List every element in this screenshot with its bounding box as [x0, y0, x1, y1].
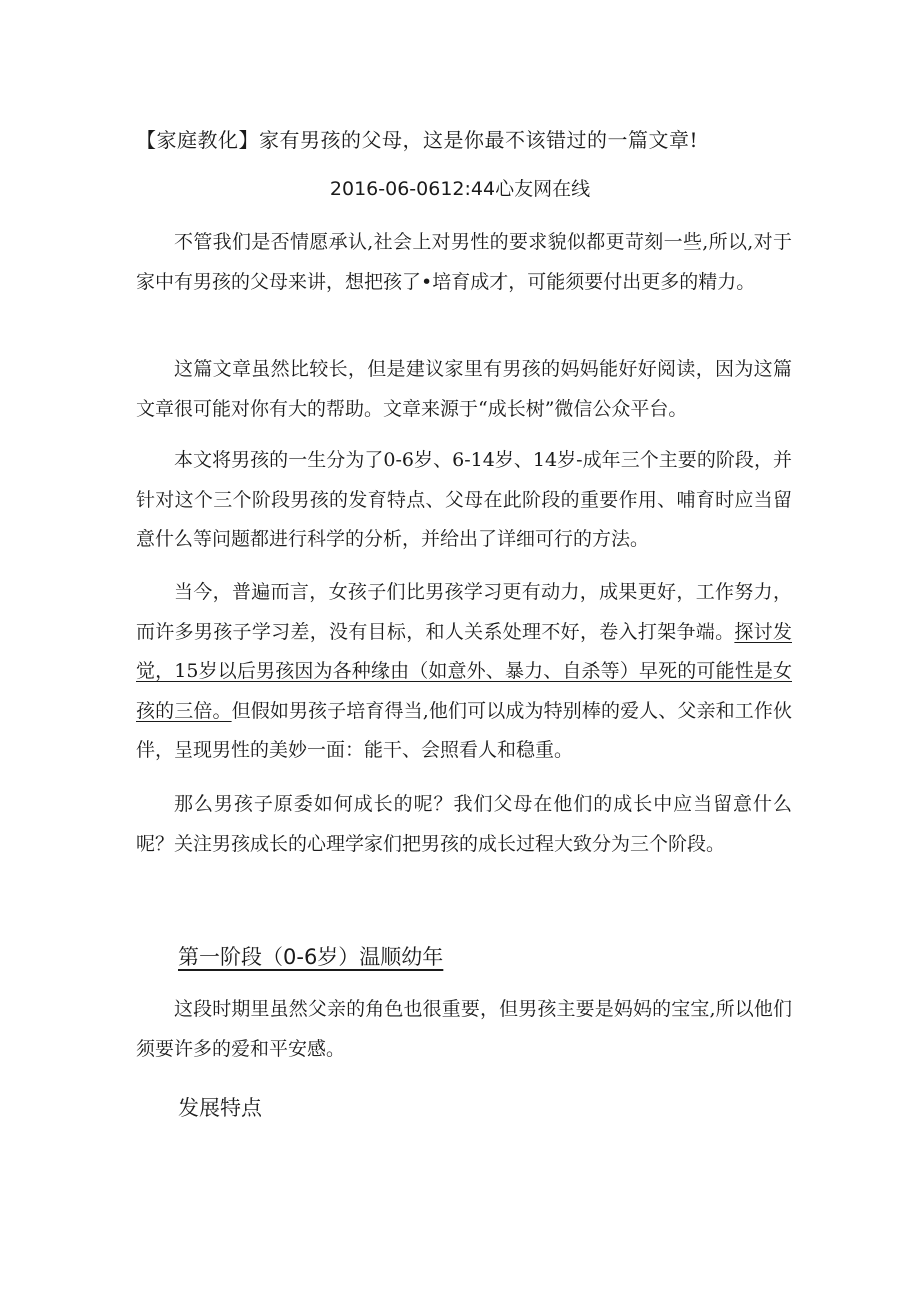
paragraph-context-text: 当今，普遍而言，女孩子们比男孩学习更有动力，成果更好，工作努力，而许多男孩子学习差，没有目标，和人关系处理不好，卷入打架争端。 [136, 581, 792, 643]
paragraph-question: 那么男孩子原委如何成长的呢？我们父母在他们的成长中应当留意什么呢？关注男孩成长的心理学家们把男孩的成长过程大致分为三个阶段。 [136, 793, 792, 855]
paragraph-context [136, 573, 792, 771]
subheading-features: 发展特点 [178, 1096, 262, 1120]
paragraph-stage1: 这段时期里虽然父亲的角色也很重要，但男孩主要是妈妈的宝宝,所以他们须要许多的爱和平安感。 [136, 998, 792, 1060]
section-heading-stage1: 第一阶段（0-6岁）温顺幼年 [178, 945, 444, 969]
paragraph-recommendation: 这篇文章虽然比较长，但是建议家里有男孩的妈妈能好好阅读，因为这篇文章很可能对你有大的帮助。文章来源于“成长树”微信公众平台。 [136, 358, 792, 420]
paragraph-intro: 不管我们是否情愿承认,社会上对男性的要求貌似都更苛刻一些,所以,对于家中有男孩的父母来讲，想把孩了•培育成才，可能须要付出更多的精力。 [136, 231, 792, 293]
paragraph-overview: 本文将男孩的一生分为了0-6岁、6-14岁、14岁-成年三个主要的阶段，并针对这个三个阶段男孩的发育特点、父母在此阶段的重要作用、哺育时应当留意什么等问题都进行科学的分析，并给出了详细可行的方法。 [136, 449, 792, 550]
article-meta: 2016-06-0612:44心友网在线 [329, 178, 591, 200]
article-title: 【家庭教化】家有男孩的父母，这是你最不该错过的一篇文章! [136, 128, 699, 152]
paragraph-context-text-end: 但假如男孩子培育得当,他们可以成为特别棒的爱人、父亲和工作伙伴，呈现男性的美妙一面：能干、会照看人和稳重。 [136, 699, 792, 761]
underlined-finding: 探讨发觉，15岁以后男孩因为各种缘由（如意外、暴力、自杀等）早死的可能性是女孩的三倍。 [136, 620, 792, 722]
